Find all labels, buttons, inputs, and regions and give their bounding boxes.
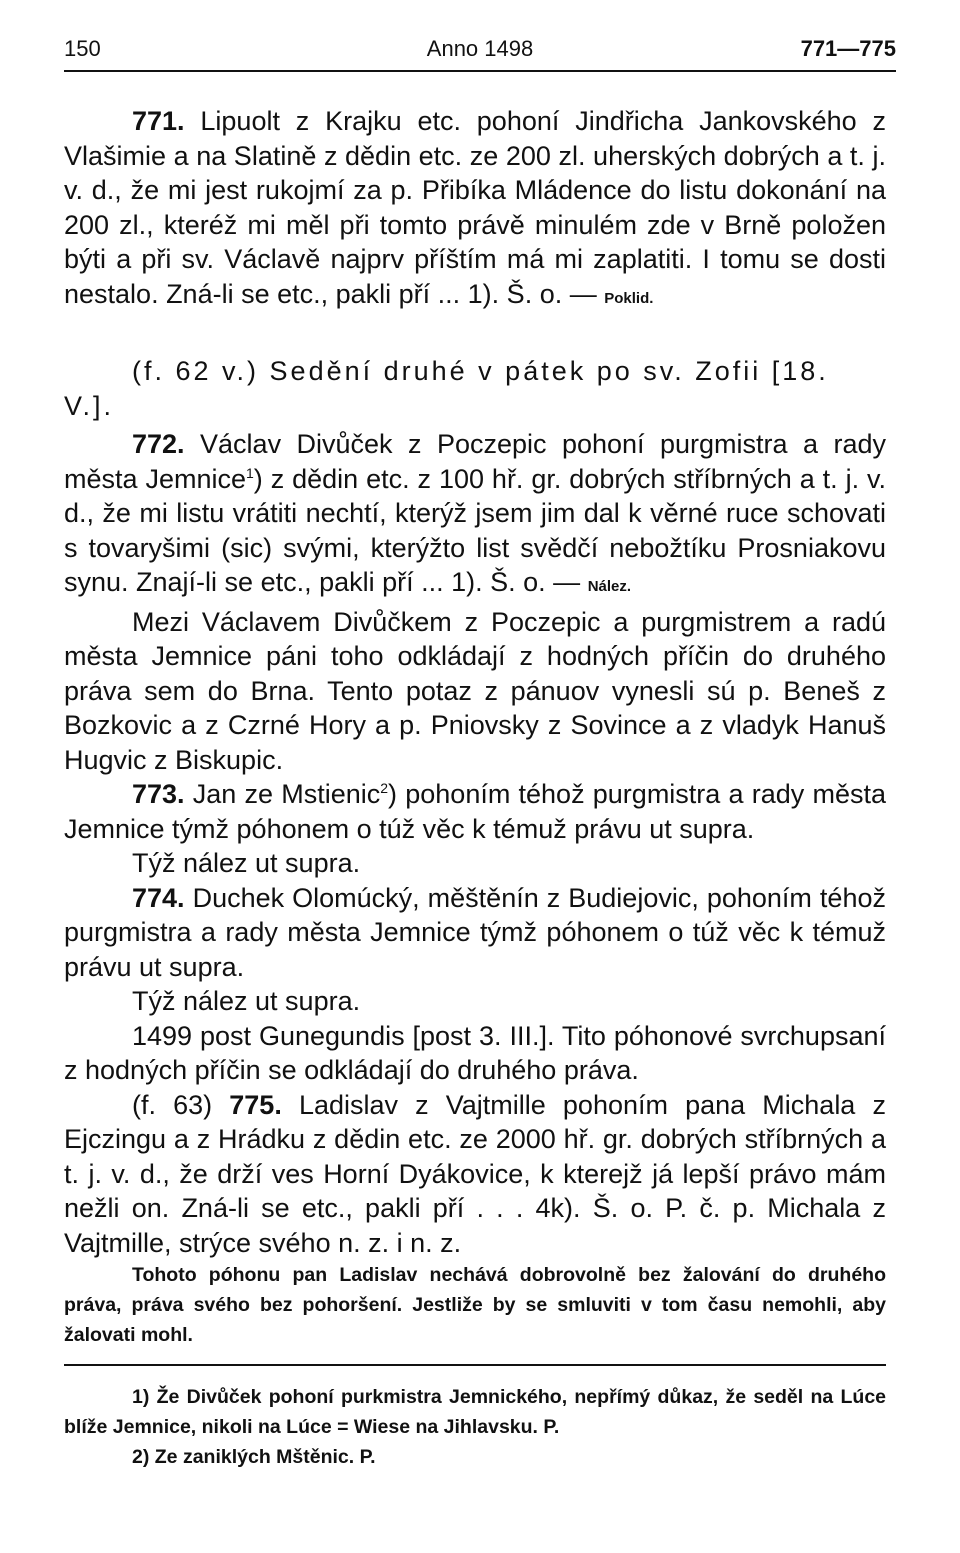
entry-775-note: Tohoto póhonu pan Ladislav nechává dobrovolně bez žalování do druhého práva, práva svého bez pohoršení. Jestliže by se smluviti v tom času nemohli, aby žalovati mohl. [64,1264,886,1346]
entry-text: Lipuolt z Krajku etc. pohoní Jindřicha Jankovského z Vlašimie a na Slatině z dědin etc. ze 200 zl. uherských dobrých a t. j. v. d., že mi jest rukojmí za p. Přibíka Mládence do listu dokonání na 200 zl., kteréž mi měl při tomto právě minulém zde v Brně položen býti a při sv. Václavě najprv příštím má mi zaplatiti. I tomu se dosti nestalo. Zná-li se etc., pakli pří ... 1). Š. o. — [64,106,886,309]
footnote-mark: 1 [245,464,254,481]
entry-771 [64,104,886,316]
footnote-rule [64,1364,886,1366]
entry-text-cont: z dědin etc. z 100 hř. gr. dobrých stříbrných a t. j. v. d., že mi listu vrátiti nechtí, kterýž jsem jim dal k věrné ruce schovati s tovaryšimi (sic) svými, kterýžto list svědčí nebožtíku Prosniakovu synu. Znají-li se etc., pakli pří ... 1). Š. o. — [64,463,886,597]
entry-775 [64,1088,886,1261]
footnote-mark: 2) [132,1446,150,1468]
decision-773: Týž nález ut supra. [132,848,361,878]
footnote-2 [64,1442,886,1472]
folio-ref: (f. 63) [132,1089,213,1120]
verdict-label: Nález. [587,578,632,595]
entry-774 [64,881,886,985]
footnote-mark: 2 [380,780,389,796]
entry-number: 773. [132,779,185,809]
entry-772: 772. Václav Divůček z Poczepic pohoní purgmistra a rady města Jemnice$^1$) z dědin etc. z 100 hř. gr. dobrých stříbrných a t. j. v. d., že mi listu vrátiti nechtí, kterýž jsem jim dal k věrné ruce schovati s tovaryšimi (sic) svými, kterýžto list svědčí nebožtíku Prosniakovu synu. Znají-li se etc., pakli pří ... 1). Š. o. — Nález. [64,429,886,597]
entry-text-cont: pohoním téhož purgmistra a rady města Jemnice týmž póhonem o túž věc k témuž právu ut supra. [64,779,886,844]
entry-text: Jan ze Mstienic [192,779,381,809]
entry-number: 774. [132,882,185,913]
page-body [64,104,886,1472]
entry-773: 773. Jan ze Mstienic$^2$) pohoním téhož purgmistra a rady města Jemnice týmž póhonem o túž věc k témuž právu ut supra. [64,779,886,844]
page-number: 150 [64,36,101,61]
verdict-label: Poklid. [604,289,654,307]
running-title: Anno 1498 [426,36,534,61]
footnote-text: Že Divůček pohoní purkmistra Jemnického, nepřímý důkaz, že seděl na Lúce blíže Jemnice, nikoli na Lúce = Wiese na Jihlavsku. P. [64,1386,887,1438]
entry-number: 771. [132,106,185,136]
page-header [64,36,896,66]
sitting-title: Sedění druhé v pátek po sv. Zofii [18. V.]. [64,356,829,421]
entry-number: 772. [132,429,185,459]
footnote-mark: 1) [132,1386,150,1408]
decision-772: Mezi Václavem Divůčkem z Poczepic a purgmistrem a radú města Jemnice páni toho odkládají z hodných příčin do druhého práva sem do Brna. Tento potaz z pánuov vynesli sú p. Beneš z Bozkovic a z Czrné Hory a p. Pniovsky z Sovince a z vladyk Hanuš Hugvic z Biskupic. [64,606,886,775]
entry-text: Václav Divůček z Poczepic pohoní purgmistra a rady města Jemnice [64,429,886,494]
postponement-note: 1499 post Gunegundis [post 3. III.]. Tito póhonové svrchupsaní z hodných příčin se odkládají do druhého práva. [64,1020,886,1085]
decision-774: Týž nález ut supra. [132,986,361,1016]
header-rule [64,70,896,72]
footnote-text: Ze zaniklých Mštěnic. P. [154,1446,376,1468]
footnote-1 [64,1382,886,1442]
folio-ref: (f. 62 v.) [132,356,260,386]
sitting-heading [64,354,886,423]
entry-number: 775. [229,1089,282,1120]
entry-text: Duchek Olomúcký, měštěnín z Budiejovic, pohoním téhož purgmistra a rady města Jemnice týmž póhonem o túž věc k témuž právu ut supra. [64,882,886,982]
entry-text: Ladislav z Vajtmille pohoním pana Michala z Ejczingu a z Hrádku z dědin etc. ze 2000 hř. gr. dobrých stříbrných a t. j. v. d., že drží ves Horní Dyákovice, k kterejž já lepší právo mám nežli on. Zná-li se etc., pakli pří . . . 4k). Š. o. P. č. p. Michala z Vajtmille, strýce svého n. z. i n. z. [64,1089,886,1258]
entry-range: 771—775 [800,36,896,61]
